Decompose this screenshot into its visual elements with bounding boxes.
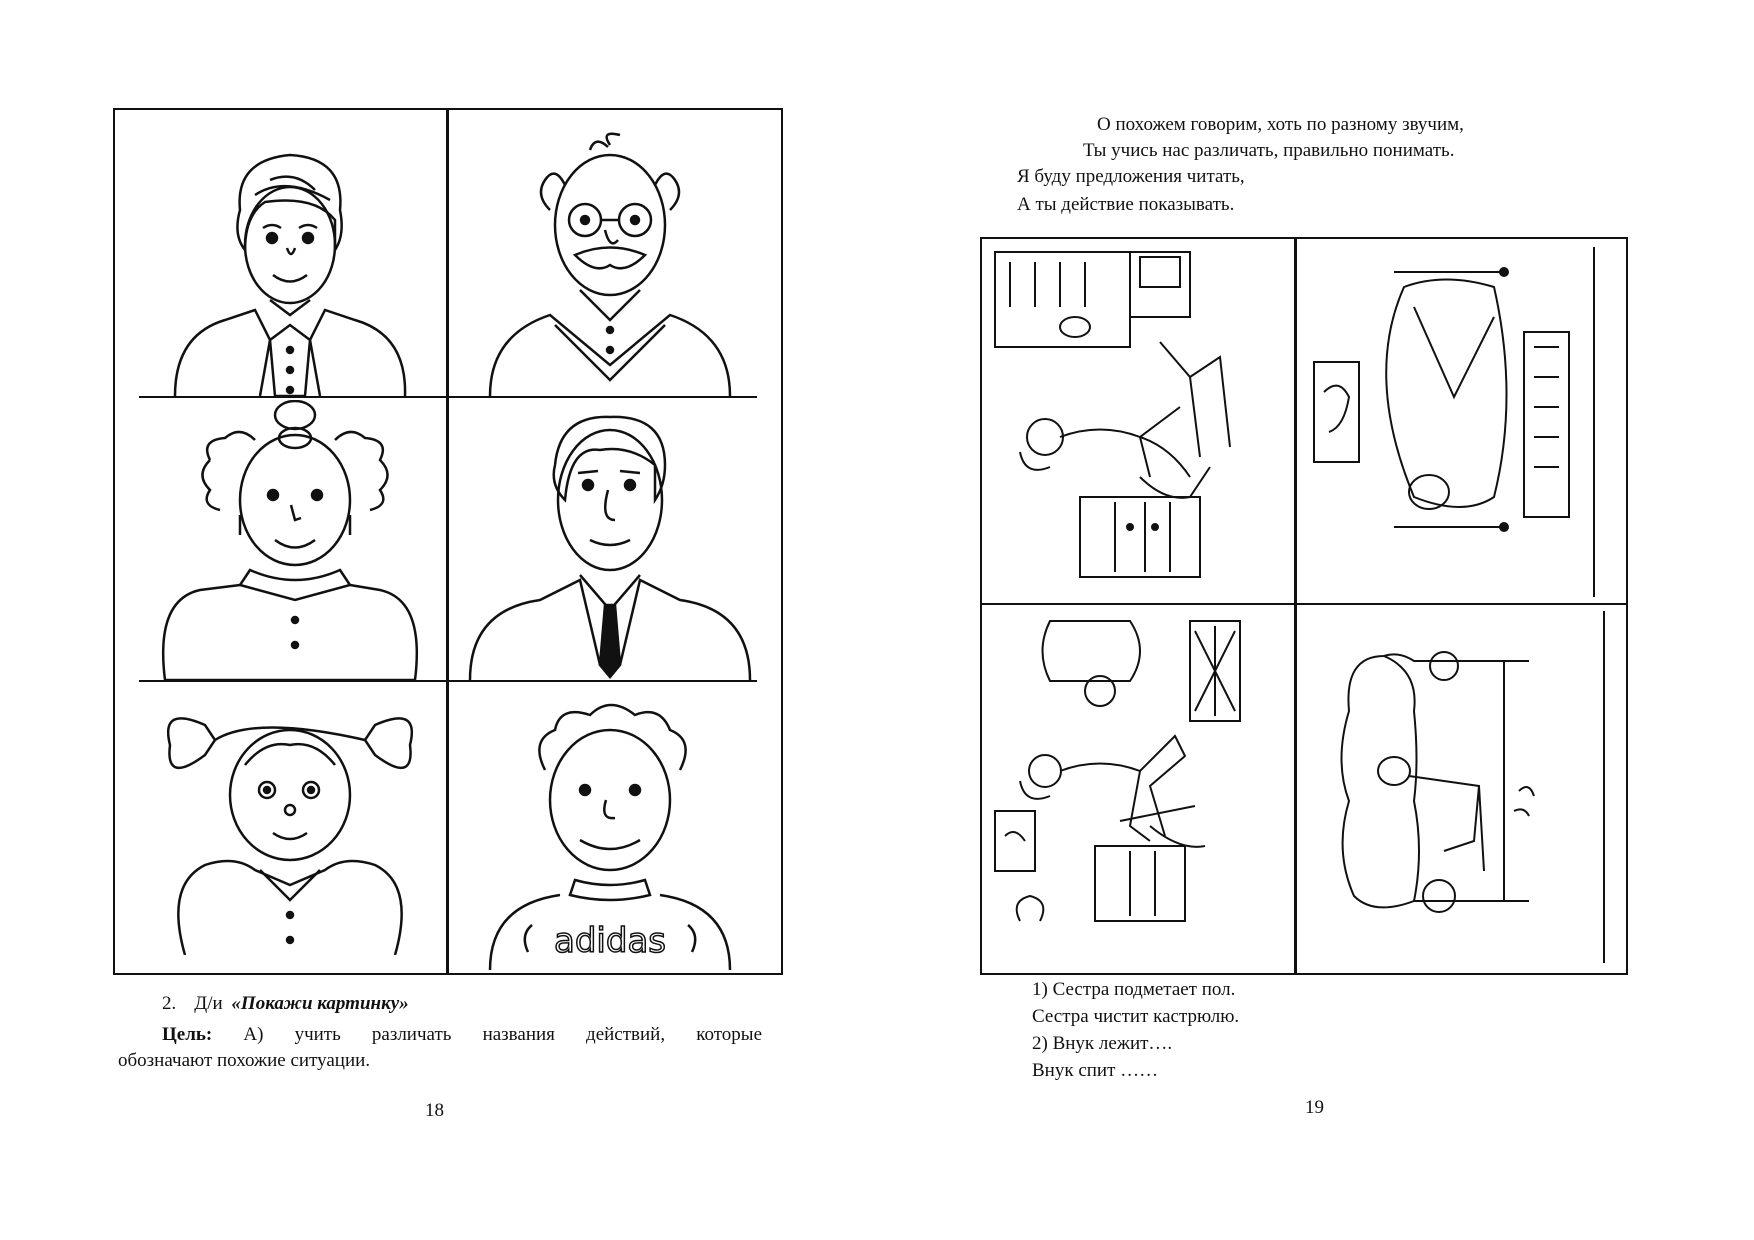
exercise-title	[162, 993, 409, 1015]
goal-label: Цель:	[162, 1024, 213, 1045]
portrait-father	[460, 405, 760, 680]
portrait-grandmother	[145, 140, 435, 396]
sentences	[1032, 976, 1239, 1084]
portrait-grandfather	[460, 125, 760, 396]
picture-grandson-sleeping	[1304, 611, 1620, 963]
sentence: 2) Внук лежит….	[1032, 1033, 1173, 1054]
right-page	[877, 0, 1754, 1240]
action-pictures-grid	[980, 237, 1628, 975]
portrait-boy	[460, 690, 760, 970]
exercise-goal	[118, 1022, 762, 1074]
portrait-girl	[145, 685, 435, 955]
poem-line: Ты учись нас различать, правильно понимать.	[1083, 140, 1455, 161]
picture-grandson-lying	[1304, 247, 1620, 597]
grid-divider-horizontal	[139, 680, 757, 682]
shirt-logo: adidas	[554, 921, 666, 961]
goal-text-line2: обозначают похожие ситуации.	[118, 1050, 371, 1071]
sentence: Внук спит ……	[1032, 1060, 1159, 1081]
goal-text-line1: А) учить различать названия действий, которые	[243, 1024, 762, 1045]
grid-divider-vertical	[446, 110, 449, 973]
grid-divider-horizontal	[982, 603, 1626, 605]
page-number: 19	[1305, 1097, 1324, 1118]
exercise-number: 2.	[162, 993, 177, 1014]
picture-sister-sweeping	[990, 611, 1288, 963]
sentence: 1) Сестра подметает пол.	[1032, 979, 1236, 1000]
poem-line: Я буду предложения читать,	[1017, 166, 1245, 187]
exercise-prefix: Д/и	[194, 993, 223, 1014]
family-portraits-grid	[113, 108, 783, 975]
portrait-mother	[145, 400, 435, 680]
page-number: 18	[425, 1100, 444, 1121]
exercise-name: «Покажи картинку»	[231, 993, 409, 1014]
grid-divider-vertical	[1294, 239, 1297, 973]
sentence: Сестра чистит кастрюлю.	[1032, 1006, 1240, 1027]
grid-divider-horizontal	[139, 396, 757, 398]
poem-line: А ты действие показывать.	[1017, 194, 1235, 215]
picture-sister-cleaning-pot	[990, 247, 1288, 597]
poem-line: О похожем говорим, хоть по разному звучим,	[1097, 114, 1464, 135]
